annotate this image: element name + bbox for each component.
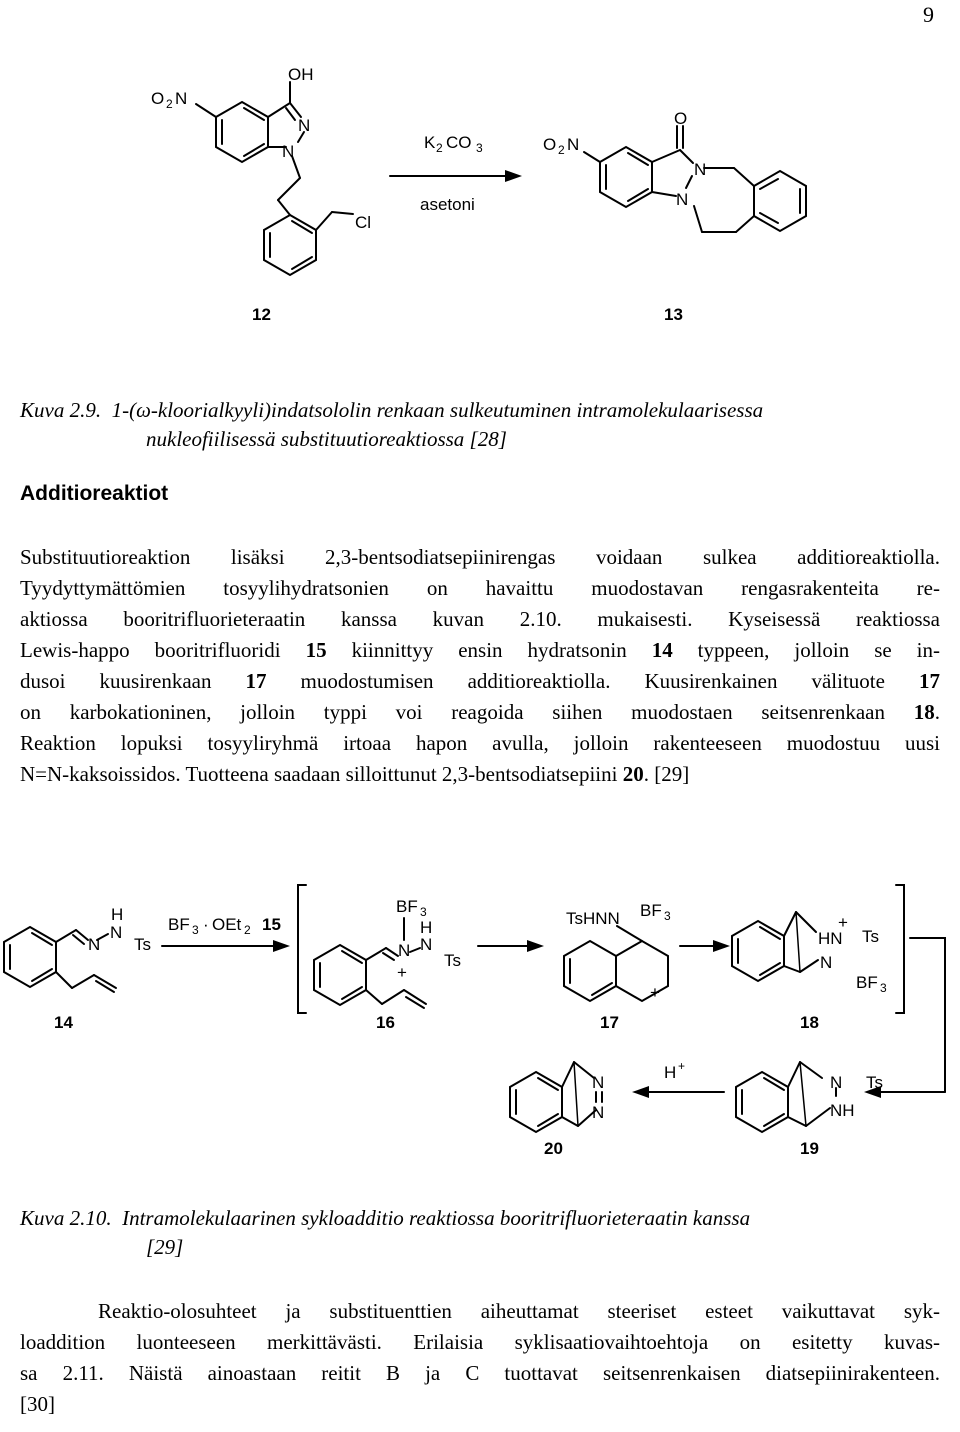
svg-text:N: N: [420, 935, 433, 954]
svg-text:Ts: Ts: [134, 935, 151, 954]
svg-text:2: 2: [558, 143, 565, 157]
svg-text:O: O: [543, 135, 557, 154]
paragraph-2: Reaktio-olosuhteet ja substituenttien aiheuttamat steeriset esteet vaikuttavat syk- loaddition luonteeseen merkittävästi. Erilaisia syklisaatiovaihtoehtoja on esitetty kuvas- sa 2.11. Näistä ainoastaan reitit B ja C tuottavat seitsenrenkaisen diatsepiinirakenteen. [30]: [20, 1299, 940, 1416]
svg-text:H: H: [111, 905, 124, 924]
compound-number-16: 16: [376, 1013, 395, 1032]
svg-text:15: 15: [262, 915, 281, 934]
compound-20-labels: [544, 1073, 604, 1158]
compound-18-labels: [800, 913, 887, 1032]
svg-text:O: O: [674, 109, 688, 128]
h-plus-reagent: [664, 1059, 685, 1082]
nitro-o-label: O: [151, 89, 165, 108]
compound-13-structure: [584, 126, 806, 232]
section-heading: Additioreaktiot: [20, 482, 169, 505]
compound-16-structure: [314, 918, 426, 1008]
compound-number-14: 14: [54, 1013, 73, 1032]
svg-text:3: 3: [192, 923, 199, 937]
svg-text:K: K: [424, 133, 436, 152]
svg-text:Ts: Ts: [444, 951, 461, 970]
compound-16-labels: [376, 897, 461, 1032]
svg-text:N: N: [830, 1073, 843, 1092]
compound-number-13: 13: [664, 305, 683, 324]
svg-text:BF: BF: [856, 973, 878, 992]
figure-2-10-scheme: [0, 870, 960, 1190]
compound-19-structure: [736, 1062, 836, 1132]
hydroxyl-label: OH: [288, 65, 314, 84]
compound-number-19: 19: [800, 1139, 819, 1158]
figure-caption-2-9: Kuva 2.9. 1-(ω-kloorialkyyli)indatsololin renkaan sulkeutuminen intramolekulaarisessa nukleofiilisessä substituutioreaktiossa [28]: [20, 398, 764, 451]
reaction-conditions: [420, 133, 483, 214]
compound-12-labels: [151, 65, 371, 324]
svg-text:+: +: [397, 963, 407, 982]
compound-14-labels: [54, 905, 151, 1032]
ring-nitrogen-label: N: [298, 116, 311, 135]
svg-text:TsHNN: TsHNN: [566, 909, 620, 928]
svg-text:3: 3: [420, 905, 427, 919]
compound-number-17: 17: [600, 1013, 619, 1032]
svg-text:BF: BF: [396, 897, 418, 916]
svg-text:N: N: [398, 941, 411, 960]
svg-text:N: N: [592, 1073, 605, 1092]
svg-text:N: N: [175, 89, 188, 108]
svg-text:CO: CO: [446, 133, 472, 152]
svg-text:BF: BF: [640, 901, 662, 920]
svg-text:N: N: [567, 135, 580, 154]
svg-text:H: H: [420, 918, 433, 937]
compound-12-structure: [196, 82, 353, 275]
compound-number-18: 18: [800, 1013, 819, 1032]
figure-caption-2-10: Kuva 2.10. Intramolekulaarinen sykloadditio reaktiossa booritrifluorieteraatin kanssa [29]: [20, 1206, 751, 1259]
svg-text:Ts: Ts: [866, 1073, 883, 1092]
compound-17-labels: [566, 901, 671, 1032]
paragraph-1: Substituutioreaktion lisäksi 2,3-bentsodiatsepiinirengas voidaan sulkea additioreaktiolla. Tyydyttymättömien tosyylihydratsonien on havaittu muodostavan rengasrakenteita re- aktiossa booritrifluorieteraatin kanssa kuvan 2.10. mukaisesti. Kyseisessä reaktiossa Lewis-happo booritrifluoridi 15 kiinnittyy ensin hydratsonin 14 typpeen, jolloin se in- dusoi kuusirenkaan 17 muodostumisen additioreaktiolla. Kuusirenkainen välituote 17 on karbokationinen, jolloin typpi voi reagoida siihen muodostaen seitsenrenkaan 18. Reaktion lopuksi tosyyliryhmä irtoaa hapon avulla, jolloin rakenteeseen muodostuu uusi N=N-kaksoissidos. Tuotteena saadaan silloittunut 2,3-bentsodiatsepiini 20. [29]: [20, 545, 941, 786]
svg-text:3: 3: [880, 981, 887, 995]
page-number: 9: [923, 2, 934, 27]
svg-text:3: 3: [476, 141, 483, 155]
svg-text:asetoni: asetoni: [420, 195, 475, 214]
compound-18-structure: [732, 912, 818, 981]
reagent-bf3-oet2: [168, 915, 281, 937]
svg-text:2: 2: [436, 141, 443, 155]
svg-text:BF: BF: [168, 915, 190, 934]
svg-text:3: 3: [664, 909, 671, 923]
svg-text:N: N: [592, 1103, 605, 1122]
svg-text:+: +: [838, 913, 848, 932]
svg-text:·: ·: [203, 915, 209, 934]
svg-text:+: +: [678, 1059, 686, 1073]
ring-nitrogen-label: N: [282, 142, 295, 161]
svg-text:OEt: OEt: [212, 915, 242, 934]
compound-13-labels: [543, 109, 706, 324]
svg-text:N: N: [110, 923, 123, 942]
compound-number-12: 12: [252, 305, 271, 324]
svg-text:+: +: [650, 983, 660, 1002]
svg-text:2: 2: [166, 97, 173, 111]
svg-text:2: 2: [244, 923, 251, 937]
svg-text:HN: HN: [818, 929, 843, 948]
svg-text:N: N: [676, 190, 689, 209]
svg-text:N: N: [694, 160, 707, 179]
svg-text:Ts: Ts: [862, 927, 879, 946]
svg-text:H: H: [664, 1063, 677, 1082]
compound-20-structure: [510, 1062, 605, 1132]
svg-text:N: N: [88, 935, 101, 954]
chloro-label: Cl: [355, 213, 372, 232]
compound-19-labels: [800, 1073, 883, 1158]
compound-number-20: 20: [544, 1139, 563, 1158]
svg-text:N: N: [820, 953, 833, 972]
figure-2-9-scheme: [0, 0, 960, 340]
svg-text:NH: NH: [830, 1101, 855, 1120]
